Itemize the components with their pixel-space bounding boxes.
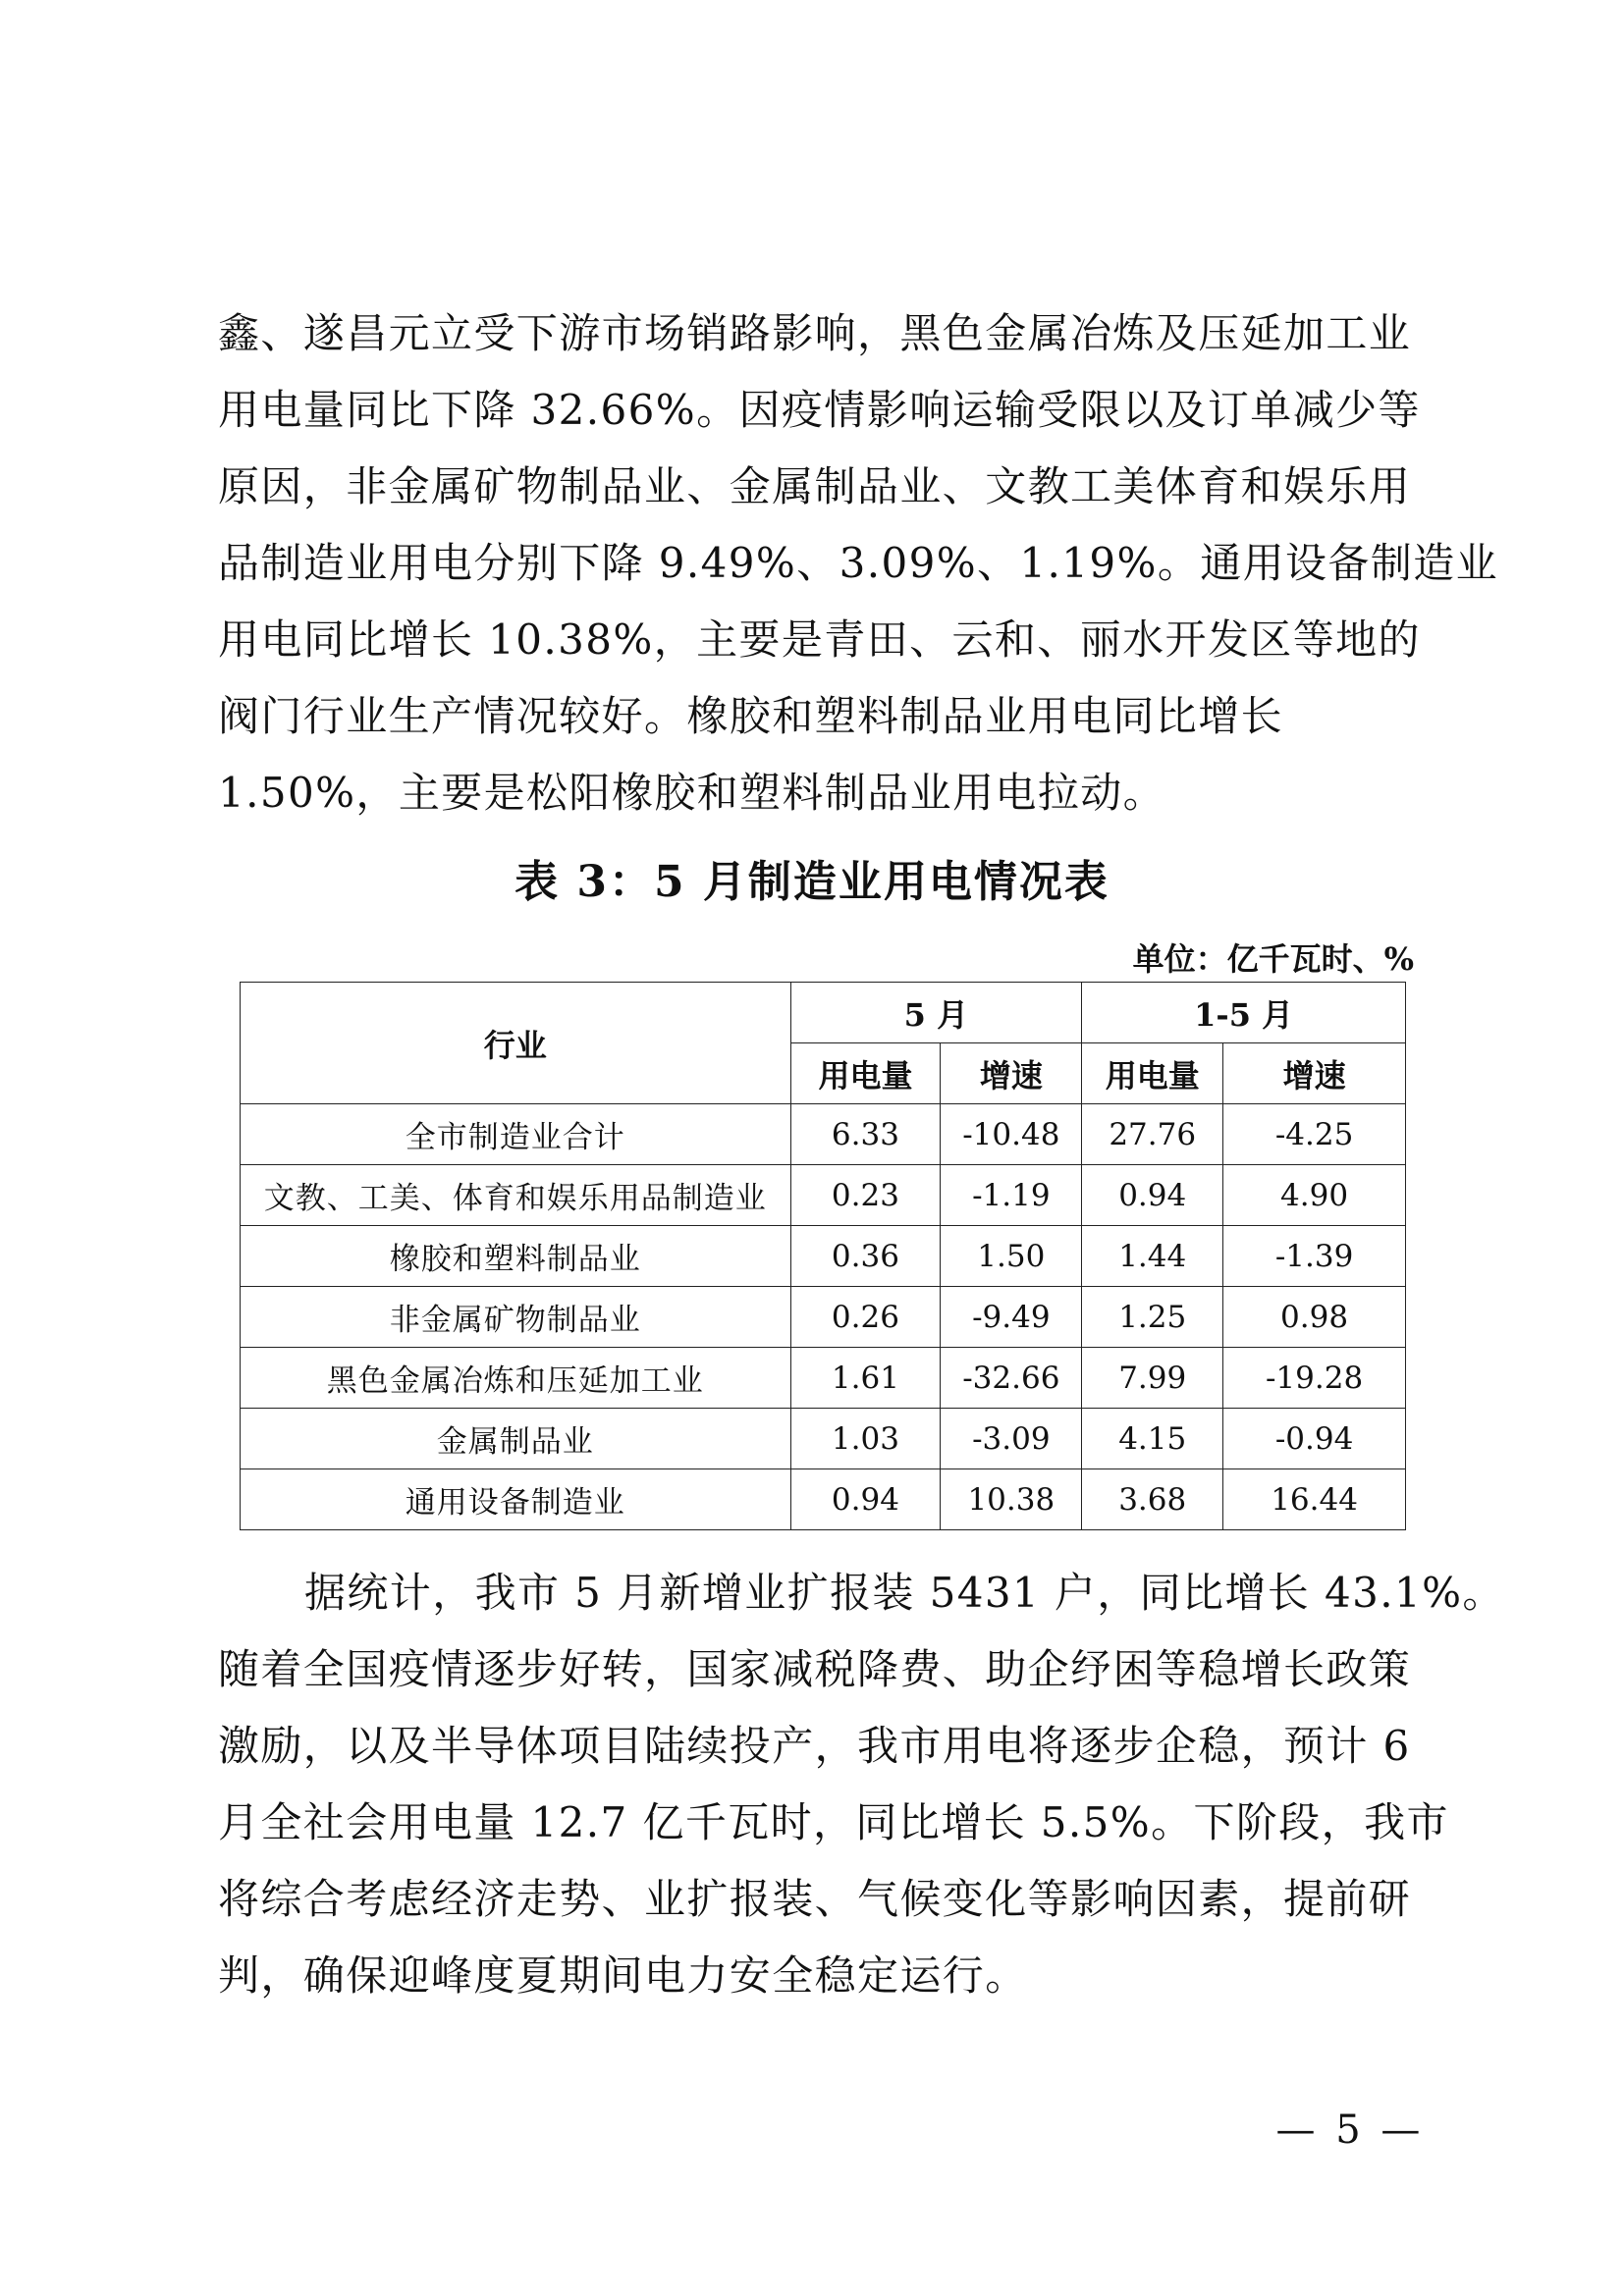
row-may-growth: 10.38 xyxy=(941,1469,1082,1530)
row-ytd-usage: 7.99 xyxy=(1082,1348,1223,1409)
header-jan-may: 1-5 月 xyxy=(1082,983,1406,1043)
row-ytd-growth: 4.90 xyxy=(1223,1165,1406,1226)
row-industry: 橡胶和塑料制品业 xyxy=(241,1226,791,1287)
row-may-usage: 0.23 xyxy=(790,1165,941,1226)
row-ytd-growth: 0.98 xyxy=(1223,1287,1406,1348)
row-industry: 全市制造业合计 xyxy=(241,1104,791,1165)
row-ytd-growth: -4.25 xyxy=(1223,1104,1406,1165)
manufacturing-electricity-table xyxy=(240,982,1406,1530)
row-ytd-usage: 0.94 xyxy=(1082,1165,1223,1226)
table-row xyxy=(241,1287,1406,1348)
table-row xyxy=(241,1104,1406,1165)
row-ytd-growth: -19.28 xyxy=(1223,1348,1406,1409)
row-may-usage: 0.26 xyxy=(790,1287,941,1348)
row-ytd-growth: -0.94 xyxy=(1223,1409,1406,1469)
table-row xyxy=(241,1469,1406,1530)
row-may-growth: -3.09 xyxy=(941,1409,1082,1469)
text-line: 用电量同比下降 32.66%。因疫情影响运输受限以及订单减少等 xyxy=(218,386,1421,434)
row-may-growth: -32.66 xyxy=(941,1348,1082,1409)
text-line: 用电同比增长 10.38%，主要是青田、云和、丽水开发区等地的 xyxy=(218,615,1421,664)
text-line: 随着全国疫情逐步好转，国家减税降费、助企纾困等稳增长政策 xyxy=(218,1645,1412,1693)
table-row xyxy=(241,1409,1406,1469)
row-may-growth: -1.19 xyxy=(941,1165,1082,1226)
row-may-usage: 1.03 xyxy=(790,1409,941,1469)
text-line: 据统计，我市 5 月新增业扩报装 5431 户，同比增长 43.1%。 xyxy=(304,1569,1505,1617)
row-ytd-growth: -1.39 xyxy=(1223,1226,1406,1287)
paragraph-1 xyxy=(218,295,1499,831)
text-line: 月全社会用电量 12.7 亿千瓦时，同比增长 5.5%。下阶段，我市 xyxy=(218,1798,1449,1846)
row-may-usage: 6.33 xyxy=(790,1104,941,1165)
text-line: 1.50%，主要是松阳橡胶和塑料制品业用电拉动。 xyxy=(218,769,1166,817)
text-line: 鑫、遂昌元立受下游市场销路影响，黑色金属冶炼及压延加工业 xyxy=(218,309,1412,357)
row-industry: 金属制品业 xyxy=(241,1409,791,1469)
row-ytd-growth: 16.44 xyxy=(1223,1469,1406,1530)
text-line: 原因，非金属矿物制品业、金属制品业、文教工美体育和娱乐用 xyxy=(218,462,1412,510)
row-industry: 非金属矿物制品业 xyxy=(241,1287,791,1348)
text-line: 判，确保迎峰度夏期间电力安全稳定运行。 xyxy=(218,1951,1028,2000)
table-row xyxy=(241,1226,1406,1287)
header-may-usage: 用电量 xyxy=(790,1043,941,1104)
table-unit: 单位：亿千瓦时、% xyxy=(1132,940,1414,978)
text-line: 激励，以及半导体项目陆续投产，我市用电将逐步企稳，预计 6 xyxy=(218,1722,1411,1770)
header-industry: 行业 xyxy=(241,983,791,1104)
row-may-growth: -10.48 xyxy=(941,1104,1082,1165)
row-may-growth: 1.50 xyxy=(941,1226,1082,1287)
row-ytd-usage: 1.44 xyxy=(1082,1226,1223,1287)
header-ytd-growth: 增速 xyxy=(1223,1043,1406,1104)
row-may-usage: 0.94 xyxy=(790,1469,941,1530)
page-number: — 5 — xyxy=(1275,2108,1425,2153)
text-line: 阀门行业生产情况较好。橡胶和塑料制品业用电同比增长 xyxy=(218,692,1284,740)
paragraph-2 xyxy=(218,1555,1505,2014)
row-industry: 文教、工美、体育和娱乐用品制造业 xyxy=(241,1165,791,1226)
header-may-growth: 增速 xyxy=(941,1043,1082,1104)
row-may-usage: 1.61 xyxy=(790,1348,941,1409)
row-may-usage: 0.36 xyxy=(790,1226,941,1287)
text-line: 品制造业用电分别下降 9.49%、3.09%、1.19%。通用设备制造业 xyxy=(218,539,1499,587)
text-line: 将综合考虑经济走势、业扩报装、气候变化等影响因素，提前研 xyxy=(218,1875,1412,1923)
row-ytd-usage: 1.25 xyxy=(1082,1287,1223,1348)
row-ytd-usage: 27.76 xyxy=(1082,1104,1223,1165)
row-ytd-usage: 3.68 xyxy=(1082,1469,1223,1530)
table-title: 表 3：5 月制造业用电情况表 xyxy=(514,857,1110,907)
header-ytd-usage: 用电量 xyxy=(1082,1043,1223,1104)
row-industry: 通用设备制造业 xyxy=(241,1469,791,1530)
table-row xyxy=(241,1348,1406,1409)
row-industry: 黑色金属冶炼和压延加工业 xyxy=(241,1348,791,1409)
header-may: 5 月 xyxy=(790,983,1082,1043)
table-row xyxy=(241,1165,1406,1226)
row-ytd-usage: 4.15 xyxy=(1082,1409,1223,1469)
row-may-growth: -9.49 xyxy=(941,1287,1082,1348)
